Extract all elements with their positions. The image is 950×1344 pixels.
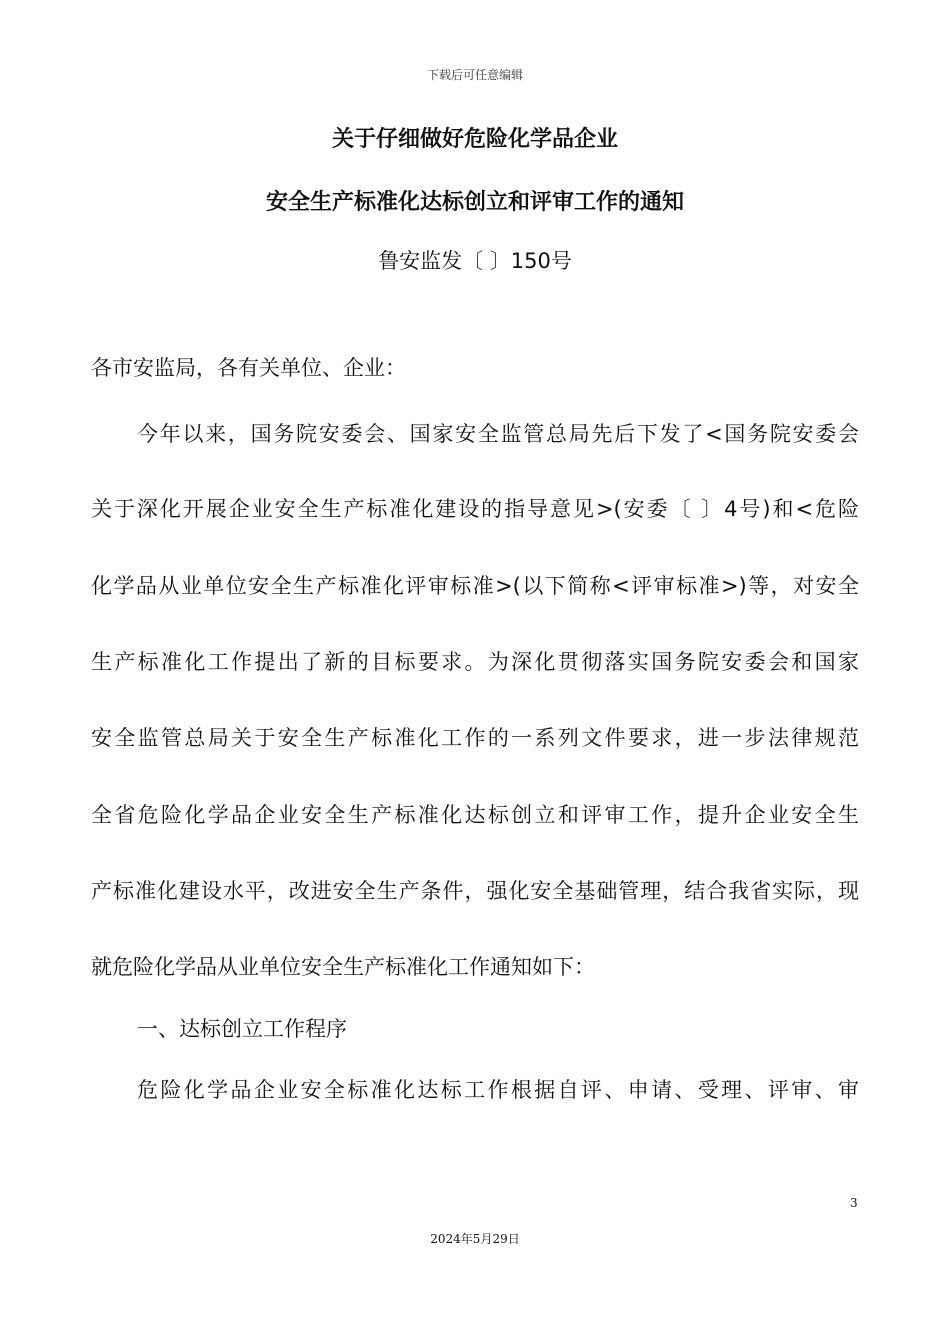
footer-date: 2024年5月29日 xyxy=(430,1232,520,1246)
page-number: 3 xyxy=(850,1196,858,1210)
body-line: 产标准化建设水平，改进安全生产条件，强化安全基础管理，结合我省实际，现 xyxy=(91,879,859,903)
body-line: 关于深化开展企业安全生产标准化建设的指导意见>(安委〔 〕4号)和<危险 xyxy=(91,497,859,521)
header-note: 下载后可任意编辑 xyxy=(426,68,523,82)
body-line: 今年以来，国务院安委会、国家安全监管总局先后下发了<国务院安委会 xyxy=(137,422,859,446)
body-line: 化学品从业单位安全生产标准化评审标准>(以下简称<评审标准>)等，对安全 xyxy=(91,574,859,598)
body-line: 全省危险化学品企业安全生产标准化达标创立和评审工作，提升企业安全生 xyxy=(91,803,859,827)
document-title-line-2: 安全生产标准化达标创立和评审工作的通知 xyxy=(265,190,684,215)
body-line: 危险化学品企业安全标准化达标工作根据自评、申请、受理、评审、审 xyxy=(137,1078,859,1102)
body-line: 生产标准化工作提出了新的目标要求。为深化贯彻落实国务院安委会和国家 xyxy=(91,650,859,674)
section-heading: 一、达标创立工作程序 xyxy=(137,1017,347,1041)
body-line: 安全监管总局关于安全生产标准化工作的一系列文件要求，进一步法律规范 xyxy=(91,726,859,750)
document-title-line-1: 关于仔细做好危险化学品企业 xyxy=(331,127,618,152)
salutation: 各市安监局，各有关单位、企业： xyxy=(91,356,406,380)
body-line: 就危险化学品从业单位安全生产标准化工作通知如下： xyxy=(91,955,595,979)
document-number: 鲁安监发〔 〕150号 xyxy=(378,249,572,273)
